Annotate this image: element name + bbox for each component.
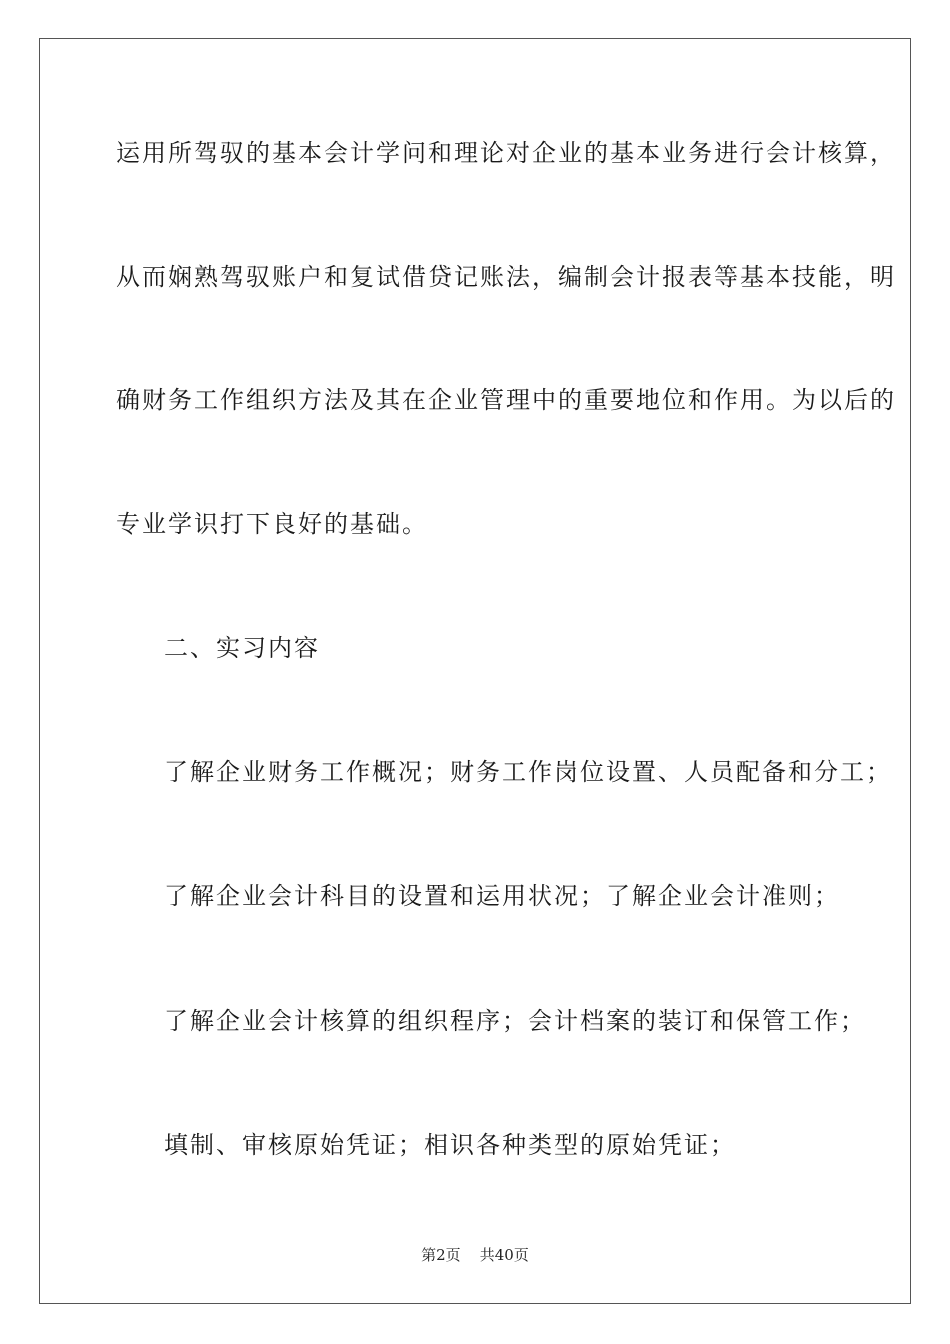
paragraph-line: 运用所驾驭的基本会计学问和理论对企业的基本业务进行会计核算， (116, 139, 896, 167)
page-number: 第2页 (421, 1246, 461, 1264)
list-item: 了解企业会计核算的组织程序；会计档案的装订和保管工作； (164, 1007, 866, 1035)
paragraph-line: 专业学识打下良好的基础。 (116, 510, 428, 538)
paragraph-line: 确财务工作组织方法及其在企业管理中的重要地位和作用。为以后的 (116, 386, 896, 414)
list-item: 填制、审核原始凭证；相识各种类型的原始凭证； (164, 1131, 736, 1159)
page-total: 共40页 (479, 1246, 529, 1264)
paragraph-line: 从而娴熟驾驭账户和复试借贷记账法，编制会计报表等基本技能，明 (116, 263, 896, 291)
section-heading: 二、实习内容 (164, 634, 320, 662)
list-item: 了解企业会计科目的设置和运用状况；了解企业会计准则； (164, 882, 840, 910)
page-footer (0, 1245, 950, 1265)
list-item: 了解企业财务工作概况；财务工作岗位设置、人员配备和分工； (164, 758, 892, 786)
page-border (39, 38, 911, 1304)
